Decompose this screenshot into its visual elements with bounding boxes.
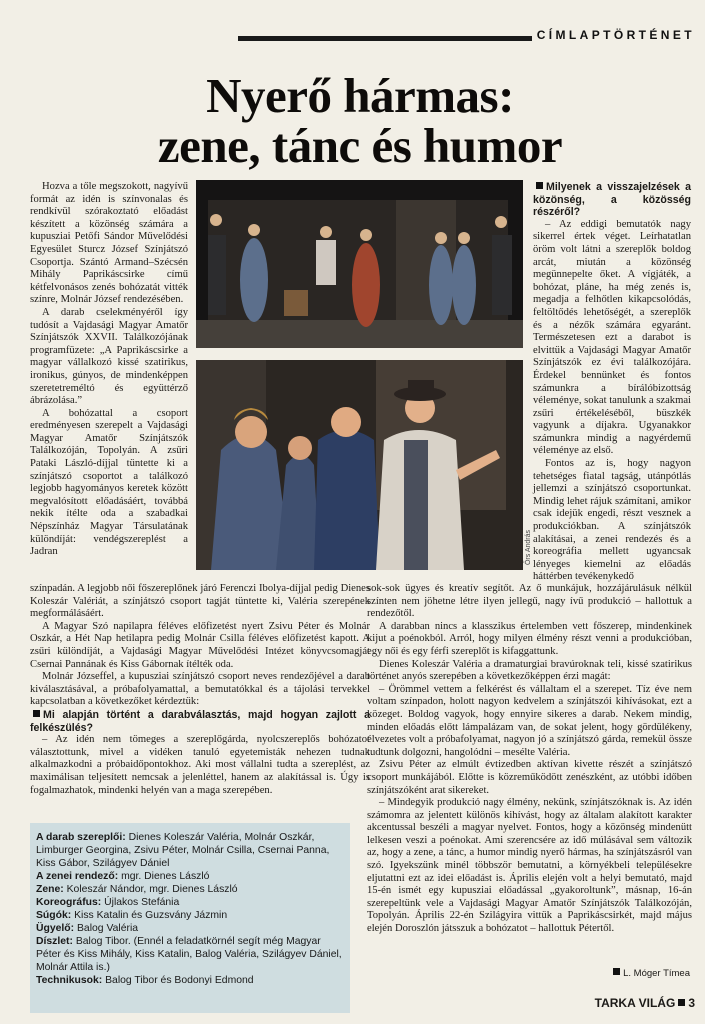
paragraph-interview-intro: Molnár Józseffel, a kupusziai színjátszó csoport neves rendezőjével a darab kiválasztásával, a próbafolyamattal, a bemutatókkal és a tájolási tervekkel kapcsolatban a következőket kérdeztük: bbox=[30, 671, 370, 708]
credit-prompters: Súgók: Kiss Katalin és Guzsvány Jázmin bbox=[36, 910, 228, 921]
credit-choreographer: Koreográfus: Újlakos Stefánia bbox=[36, 897, 180, 908]
credit-stage-manager: Ügyelő: Balog Valéria bbox=[36, 923, 139, 934]
paragraph-helpers: sok-sok ügyes és kreatív segítőt. Az ő munkájuk, hozzájárulásuk nélkül színten nem jöhetne létre ilyen jellegű, nagy ívű produkció – hallottuk a rendezőtől. bbox=[367, 583, 692, 620]
credit-technicians: Technikusok: Balog Tibor és Bodonyi Edmond bbox=[36, 975, 254, 986]
paragraph-valeria-quote: – Örömmel vettem a felkérést és vállaltam el a szerepet. Tíz éve nem voltam színpadon, holott nagyon kedvelem a színjátszói kihívásokat, ezt a közeget. Boldog vagyok, hogy ennyire sikeres a darab. Nekem mindig, minden előadás előtt lámpalázam van, de sokat jelent, hogy gördülékeny, élvezetes volt a próbafolyamat, nagyon jó a színjátszó gárda, remekül össze tudtunk dolgozni, hangolódni – mesélte Valéria. bbox=[367, 683, 692, 758]
bullet-square-icon bbox=[33, 710, 40, 717]
question-selection bbox=[30, 709, 370, 734]
paragraph-peter-quote: – Mindegyik produkció nagy élmény, nekünk, színjátszóknak is. Az idén számomra az jelentett különös kihívást, hogy az általam alakított karakter akcentussal beszéli a magyar nyelvet. Fontos, hogy a közönség mindenütt lelkesen veszi a poénokat. Ami szerencsére az idő múlásával sem változik az, hogy a zene, a tánc, a humor mindig nyerő hármas, ha színjátszásról van szó. Igyekszünk minél többször bemutatni, a környékbeli településekre eljutattni ezt az idei előadást is. Április elején volt a helyi bemutató, majd 15-én ismét egy kupusziai előadással „gyakoroltunk”, másnap, 16-án szerepeltünk vele a Vajdasági Magyar Amatőr Színjátszók Találkozóján, Topolyán. Április 22-én Szilágyira vittük a Paprikáscsirkét, majd május elején Doroszlón játsszuk a bohózatot – hallottuk Pétertől. bbox=[367, 797, 692, 935]
credit-cast: A darab szereplői: Dienes Koleszár Valéria, Molnár Oszkár, Limburger Georgina, Zsivu Péter, Molnár Csilla, Csernai Panna, Kiss Gábor, Szilágyev Dániel bbox=[36, 832, 330, 869]
stage-photo-bottom bbox=[196, 360, 523, 570]
paragraph-youth: Fontos az is, hogy nagyon tehetséges fiatal tagság, utánpótlás jellemzi a színjátszó csoportunkat. Mindig lehet rájuk számítani, amikor csak idejük engedi, részt vesznek a produkciókban. A színjátszók alakításai, a zenei rendezés és a koreográfia mellett ugyancsak lényeges kiemelni az előadás háttérben tevékenykedő bbox=[533, 458, 691, 583]
paragraph-subscriptions: A Magyar Szó napilapra féléves előfizetést nyert Zsivu Péter és Molnár Oszkár, a Hét Nap hetilapra pedig Molnár Csilla féléves előfizetést kapott. A zsűri különdíját, a Vajdasági Magyar Művelődési Intézet könyvcsomagját Csernai Pannának és Kiss Gábornak ítélték oda. bbox=[30, 620, 370, 670]
credit-set: Díszlet: Balog Tibor. (Ennél a feladatkörnél segít még Magyar Péter és Kiss Mihály, Kiss Katalin, Balog Valéria, Szilágyev Dániel, Molnár Attila is.) bbox=[36, 936, 342, 973]
headline-line-2: zene, tánc és humor bbox=[157, 118, 563, 173]
bullet-square-icon bbox=[536, 182, 543, 189]
answer-feedback: – Az eddigi bemutatók nagy sikerrel értek véget. Leírhatatlan öröm volt látni a szereplők boldog arcát, miután a közönség megünnepelte őket. A vígjáték, a bohózat, pláne, ha még zenés is, megadja a felhőtlen kikapcsolódás, feltöltődés lehetőségét, a szereplők és a nézők számára egyaránt. Természetesen ezt a darabot is elvittük a Vajdasági Magyar Amatőr Színjátszók ez évi találkozójára. Érdekel bennünket és fontos számunkra a bírálóbizottság véleménye, sokat tanulunk a szakmai zsűri értékeléséből, büszkék vagyunk a díjakra. Ugyanakkor számunkra mindig a nagyérdemű véleménye az első. bbox=[533, 218, 691, 457]
stage-photo-top-image bbox=[196, 180, 523, 348]
right-column bbox=[533, 181, 691, 584]
author-line: L. Móger Tímea bbox=[560, 968, 690, 979]
magazine-name: TARKA VILÁG bbox=[594, 996, 676, 1010]
paragraph-awards: színpadán. A legjobb női főszereplőnek járó Ferenczi Ibolya-díjjal pedig Dienes Koleszár Valériát, a színjátszó csoport tagját tüntette ki, Valéria szerepének megformálásáért. bbox=[30, 583, 370, 620]
section-label: CÍMLAPTÖRTÉNET bbox=[536, 28, 695, 42]
stage-photo-top bbox=[196, 180, 523, 348]
stage-photo-bottom-image bbox=[196, 360, 523, 570]
left-column bbox=[30, 181, 188, 559]
paragraph-no-lead: A darabban nincs a klasszikus értelemben vett főszerep, mindenkinek kijut a poénokból. Arról, hogy milyen élmény részt venni a produkcióban, egy női és egy férfi szereplőt is kifaggattunk. bbox=[367, 620, 692, 657]
bullet-square-icon bbox=[678, 999, 685, 1006]
question-feedback-text: Milyenek a visszajelzések a közönség, a közösség részéről? bbox=[533, 181, 691, 219]
paragraph-peter-intro: Zsivu Péter az elmúlt évtizedben aktívan kivette részét a színjátszó csoport munkájából. Előtte is közreműködött zenészként, az utóbbi időben színjátszóként arat sikereket. bbox=[367, 759, 692, 796]
question-feedback bbox=[533, 181, 691, 219]
paragraph-plot: A darab cselekményéről így tudósít a Vajdasági Magyar Amatőr Színjátszók XXVII. Találkozójának programfüzete: „A Paprikáscsirke a magyar vállalkozó kissé szatirikus, ironikus, gúnyos, de mindenképpen szeretetreméltó és együttérző ábrázolása.” bbox=[30, 306, 188, 407]
credit-music: Zene: Koleszár Nándor, mgr. Dienes László bbox=[36, 884, 238, 895]
question-selection-text: Mi alapján történt a darabválasztás, majd hogyan zajlott a felkészülés? bbox=[30, 708, 370, 734]
credits-box bbox=[30, 823, 350, 1013]
answer-selection: – Az idén nem tömeges a szereplőgárda, nyolcszereplős bohózatot választottunk, mivel a vidéken tanuló egyetemisták nehezen tudnak alkalmazkodni a próbaidőpontokhoz. Aki most vállalni tudta a szereplést, az maximálisan teljesített nemcsak a jelenléttel, hanem az alakítással is. Úgy is fogalmazhatok, mindenki helyén van a maga szerepében. bbox=[30, 734, 370, 796]
wide-left-text bbox=[30, 583, 370, 797]
photo-credit: Őrs András bbox=[525, 530, 532, 566]
wide-right-text bbox=[367, 583, 692, 936]
credit-music-director: A zenei rendező: mgr. Dienes László bbox=[36, 871, 210, 882]
bullet-square-icon bbox=[613, 968, 620, 975]
headline-line-1: Nyerő hármas: bbox=[206, 68, 514, 123]
page-number: 3 bbox=[688, 996, 695, 1010]
page-footer bbox=[545, 996, 695, 1010]
paragraph-results: A bohózattal a csoport eredményesen szerepelt a Vajdasági Magyar Amatőr Színjátszók Találkozóján, Topolyán. A zsűri Pataki László-díjjal tüntette ki a színjátszó csoportot a találkozó legjobb hagyományos keretek között megvalósított előadásáért, továbbá nekik ítélte oda a szabadkai Népszínház Magyar Társulatának különdíját: vendégszereplést a Jadran bbox=[30, 407, 188, 558]
paragraph-valeria-intro: Dienes Koleszár Valéria a dramaturgiai bravúroknak teli, kissé szatirikus történet anyós szerepében a következőképpen érzi magát: bbox=[367, 658, 692, 683]
lead-paragraph: Hozva a tőle megszokott, nagyívű formát az idén is színvonalas és rendkívül szórakoztató előadást készített a közönség számára a kupusziai Petőfi Sándor Művelődési Egyesület Sturcz József Színjátszó Csoportja. Szántó Armand–Szécsén Mihály Paprikáscsirke című kétfelvonásos zenés bohózatát vitték színre, Molnár József rendezésében. bbox=[30, 181, 188, 306]
